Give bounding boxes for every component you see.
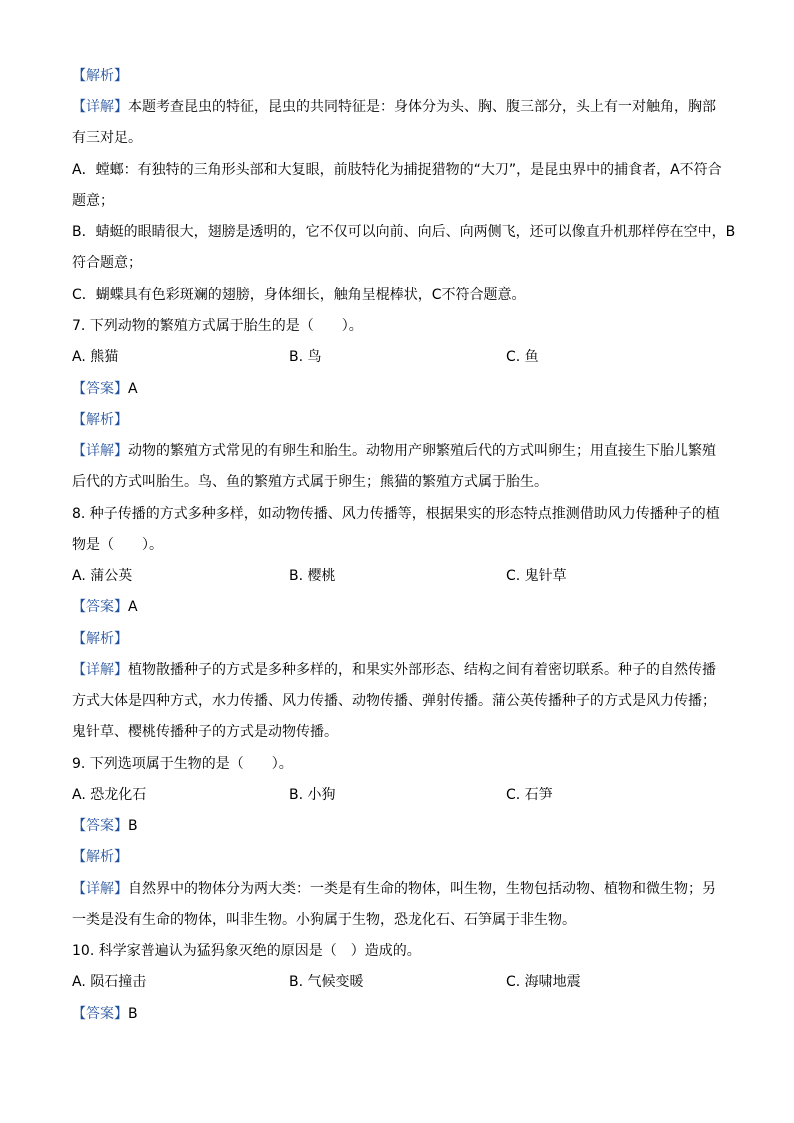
answer-value: B <box>128 818 138 834</box>
analysis-tag: 【解析】 <box>72 412 128 428</box>
analysis-heading <box>72 629 732 649</box>
detail-tag: 【详解】 <box>72 881 128 897</box>
analysis-tag: 【解析】 <box>72 631 128 647</box>
detail-paragraph-line <box>72 128 732 148</box>
q7-option-b: B. 鸟 <box>289 349 322 365</box>
explanation-line <box>72 222 736 242</box>
analysis-tag: 【解析】 <box>72 68 128 84</box>
detail-text: 后代的方式叫胎生。鸟、鱼的繁殖方式属于卵生；熊猫的繁殖方式属于胎生。 <box>72 474 548 490</box>
q7-option-c: C. 鱼 <box>506 349 539 365</box>
detail-paragraph-line <box>72 97 732 117</box>
explanation-text: 符合题意； <box>72 255 142 271</box>
q8-option-a: A. 蒲公英 <box>72 568 133 584</box>
detail-text: 植物散播种子的方式是多种多样的，和果实外部形态、结构之间有着密切联系。种子的自然传播 <box>128 662 716 678</box>
answer-value: A <box>128 381 138 397</box>
explanation-line <box>72 253 732 273</box>
explanation-line <box>72 160 732 180</box>
detail-text: 方式大体是四种方式，水力传播、风力传播、动物传播、弹射传播。蒲公英传播种子的方式是风力传播； <box>72 693 716 709</box>
q7-option-a: A. 熊猫 <box>72 349 119 365</box>
q9-option-a: A. 恐龙化石 <box>72 787 147 803</box>
detail-paragraph-line <box>72 722 732 742</box>
answer-line <box>72 379 732 399</box>
question-9 <box>72 754 732 774</box>
answer-tag: 【答案】 <box>72 599 128 615</box>
analysis-heading <box>72 847 732 867</box>
answer-line <box>72 597 732 617</box>
explanation-text: C．蝴蝶具有色彩斑斓的翅膀，身体细长，触角呈棍棒状，C不符合题意。 <box>72 287 526 303</box>
question-text: 物是（ ）。 <box>72 537 163 553</box>
answer-tag: 【答案】 <box>72 381 128 397</box>
question-8-continued <box>72 535 732 555</box>
q8-option-b: B. 樱桃 <box>289 568 336 584</box>
question-text: 7. 下列动物的繁殖方式属于胎生的是（ ）。 <box>72 318 363 334</box>
question-text: 10. 科学家普遍认为猛犸象灭绝的原因是（ ）造成的。 <box>72 943 421 959</box>
explanation-text: 题意； <box>72 193 114 209</box>
q9-option-b: B. 小狗 <box>289 787 336 803</box>
answer-line <box>72 1004 732 1024</box>
q10-option-b: B. 气候变暖 <box>289 974 364 990</box>
q8-option-c: C. 鬼针草 <box>506 568 567 584</box>
explanation-text: A．螳螂：有独特的三角形头部和大复眼，前肢特化为捕捉猎物的“大刀”，是昆虫界中的捕食者，A不符合 <box>72 162 722 178</box>
question-7 <box>72 316 732 336</box>
detail-paragraph-line <box>72 879 732 899</box>
question-text: 8. 种子传播的方式多种多样，如动物传播、风力传播等，根据果实的形态特点推测借助风力传播种子的植 <box>72 506 720 522</box>
detail-text: 一类是没有生命的物体，叫非生物。小狗属于生物，恐龙化石、石笋属于非生物。 <box>72 912 576 928</box>
detail-text: 有三对足。 <box>72 130 142 146</box>
question-10 <box>72 941 732 961</box>
q10-option-a: A. 陨石撞击 <box>72 974 147 990</box>
explanation-line <box>72 191 732 211</box>
detail-tag: 【详解】 <box>72 662 128 678</box>
explanation-text: B．蜻蜓的眼睛很大，翅膀是透明的，它不仅可以向前、向后、向两侧飞，还可以像直升机那样停在空中，B <box>72 224 736 240</box>
analysis-heading <box>72 66 732 86</box>
detail-paragraph-line <box>72 691 732 711</box>
detail-paragraph-line <box>72 660 732 680</box>
detail-paragraph-line <box>72 910 732 930</box>
question-text: 9. 下列选项属于生物的是（ ）。 <box>72 756 293 772</box>
answer-tag: 【答案】 <box>72 818 128 834</box>
detail-tag: 【详解】 <box>72 443 128 459</box>
detail-text: 本题考查昆虫的特征，昆虫的共同特征是：身体分为头、胸、腹三部分，头上有一对触角，胸部 <box>128 99 716 115</box>
answer-value: A <box>128 599 138 615</box>
detail-text: 动物的繁殖方式常见的有卵生和胎生。动物用产卵繁殖后代的方式叫卵生；用直接生下胎儿繁殖 <box>128 443 716 459</box>
detail-tag: 【详解】 <box>72 99 128 115</box>
detail-text: 鬼针草、樱桃传播种子的方式是动物传播。 <box>72 724 338 740</box>
analysis-heading <box>72 410 732 430</box>
analysis-tag: 【解析】 <box>72 849 128 865</box>
detail-paragraph-line <box>72 472 732 492</box>
detail-text: 自然界中的物体分为两大类：一类是有生命的物体，叫生物，生物包括动物、植物和微生物；另 <box>128 881 716 897</box>
answer-value: B <box>128 1006 138 1022</box>
q9-option-c: C. 石笋 <box>506 787 553 803</box>
explanation-line <box>72 285 732 305</box>
answer-line <box>72 816 732 836</box>
answer-tag: 【答案】 <box>72 1006 128 1022</box>
question-8 <box>72 504 732 524</box>
q10-option-c: C. 海啸地震 <box>506 974 581 990</box>
detail-paragraph-line <box>72 441 732 461</box>
